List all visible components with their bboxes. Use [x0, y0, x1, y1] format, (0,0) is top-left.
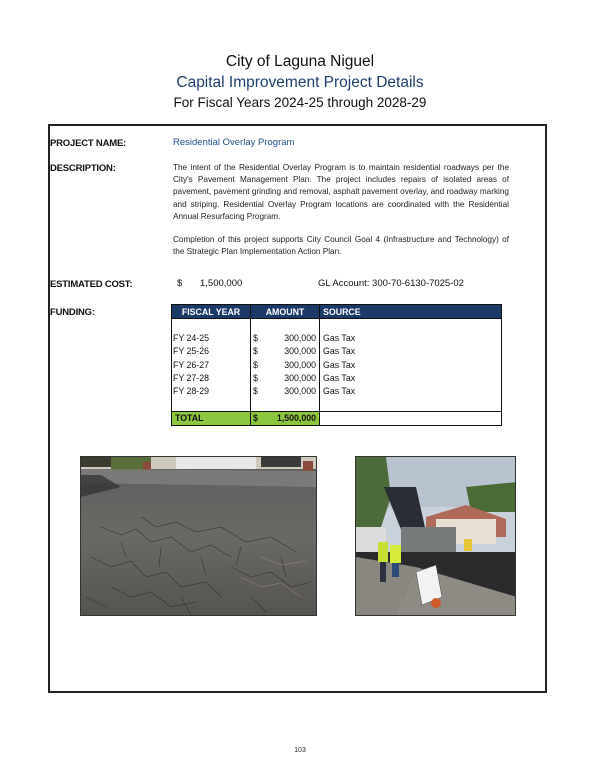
- source-cell: Gas Tax: [323, 359, 356, 370]
- total-source-cell: [320, 412, 502, 426]
- total-row: [172, 412, 502, 426]
- page-title: Capital Improvement Project Details: [176, 74, 424, 91]
- project-name-label: PROJECT NAME:: [50, 138, 127, 149]
- source-cell: Gas Tax: [323, 386, 356, 397]
- fiscal-year-cell: FY 26-27: [173, 359, 210, 370]
- source-cell: Gas Tax: [323, 346, 356, 357]
- amount-cell: [251, 359, 319, 372]
- total-label: TOTAL: [172, 412, 251, 426]
- source-column: [320, 319, 502, 412]
- page-subtitle: For Fiscal Years 2024-25 through 2028-29: [173, 95, 427, 110]
- amount-cell: [251, 372, 319, 385]
- source-cell: Gas Tax: [323, 333, 356, 343]
- description-label: DESCRIPTION:: [50, 163, 116, 174]
- header-source: SOURCE: [320, 305, 502, 319]
- page-number: 103: [294, 747, 306, 754]
- description-paragraph: The intent of the Residential Overlay Program is to maintain residential roadways per the City's Pavement Management Plan. The project includes repairs of isolated areas of pavement, pavement grinding and removal, asphalt pavement overlay, and roadway marking and striping. Residential Overlay Program locations are coordinated with the Residential Annual Resurfacing Program.: [173, 163, 509, 221]
- total-amount: 1,500,000: [276, 413, 316, 423]
- total-amount-cell: [251, 412, 320, 426]
- description-paragraph: Completion of this project supports City Council Goal 4 (Infrastructure and Technology) of the Strategic Plan Implementation Action Plan.: [173, 235, 509, 257]
- amount-currency: $: [253, 372, 258, 383]
- amount-currency: $: [253, 333, 258, 343]
- fiscal-year-cell: FY 25-26: [173, 346, 210, 357]
- amount-value: 300,000: [284, 386, 316, 397]
- project-name: Residential Overlay Program: [173, 137, 295, 148]
- funding-table-body: [172, 319, 502, 412]
- funding-table-header: [172, 305, 502, 319]
- fiscal-year-column: [172, 319, 251, 412]
- project-description: [173, 162, 509, 269]
- amount-value: 300,000: [284, 346, 316, 357]
- amount-currency: $: [253, 346, 258, 357]
- fiscal-year-cell: FY 28-29: [173, 386, 210, 397]
- paving-crew-photo: [355, 456, 516, 616]
- estimated-cost-value: 1,500,000: [200, 278, 243, 289]
- amount-value: 300,000: [284, 333, 316, 343]
- estimated-cost-label: ESTIMATED COST:: [50, 279, 133, 290]
- amount-value: 300,000: [284, 372, 316, 383]
- fiscal-year-cell: FY 24-25: [173, 333, 210, 343]
- cost-currency: $: [177, 278, 183, 289]
- city-name: City of Laguna Niguel: [225, 53, 375, 70]
- cracked-pavement-photo: [80, 456, 317, 616]
- amount-cell: [251, 345, 319, 358]
- amount-currency: $: [253, 386, 258, 397]
- header-fiscal-year: FISCAL YEAR: [172, 305, 251, 319]
- funding-table: [171, 304, 502, 426]
- header-amount: AMOUNT: [251, 305, 320, 319]
- funding-label: FUNDING:: [50, 307, 95, 318]
- total-currency: $: [253, 413, 258, 423]
- amount-cell: [251, 332, 319, 345]
- amount-column: [251, 319, 320, 412]
- fiscal-year-cell: FY 27-28: [173, 372, 210, 383]
- amount-cell: [251, 385, 319, 398]
- gl-account: GL Account: 300-70-6130-7025-02: [318, 278, 464, 289]
- amount-currency: $: [253, 359, 258, 370]
- source-cell: Gas Tax: [323, 372, 356, 383]
- amount-value: 300,000: [284, 359, 316, 370]
